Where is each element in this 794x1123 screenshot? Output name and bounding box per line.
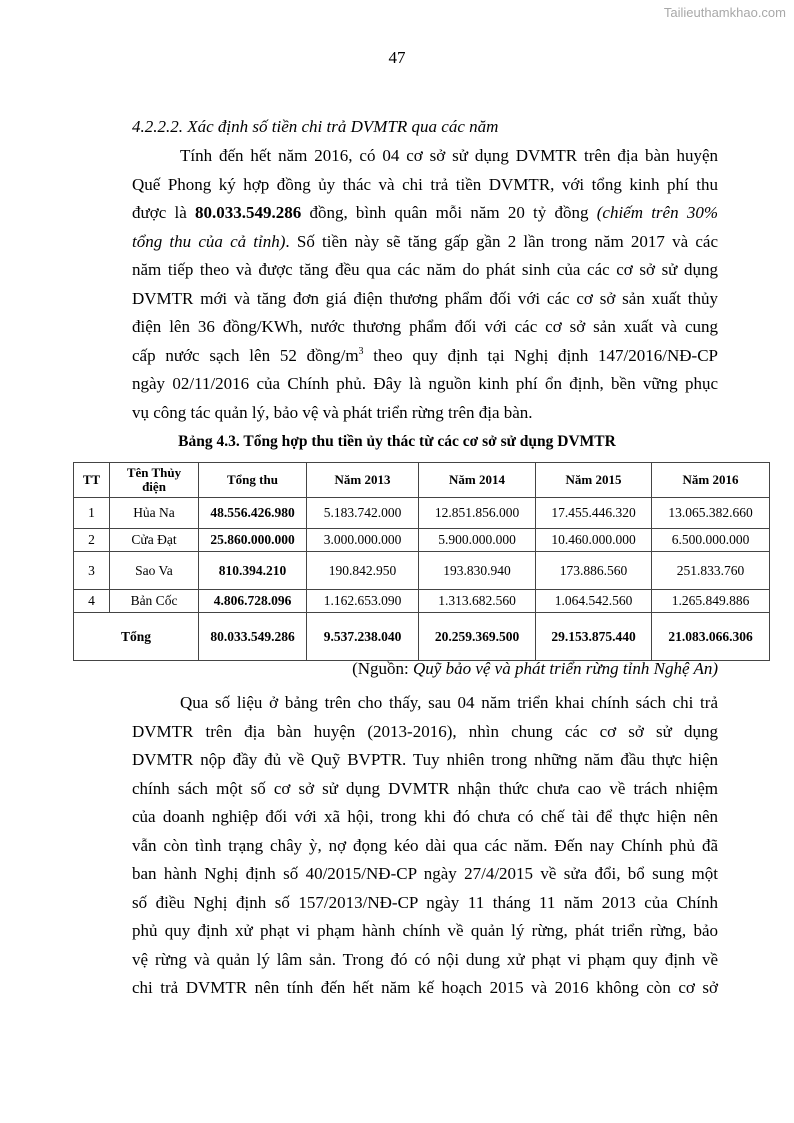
- table-caption: Bảng 4.3. Tổng hợp thu tiền ủy thác từ các cơ sở sử dụng DVMTR: [178, 433, 616, 450]
- text-line: [132, 746, 718, 775]
- text-line: [132, 256, 718, 285]
- italic-text: (chiếm trên 30%: [596, 203, 718, 222]
- text-segment: DVMTR mới và tăng đơn giá điện thương phẩm đối với các cơ sở sản xuất thủy: [132, 288, 718, 308]
- row-number: 4: [74, 590, 110, 613]
- bold-text: 80.033.549.286: [194, 203, 302, 222]
- section-heading: 4.2.2.2. Xác định số tiền chi trả DVMTR qua các năm: [132, 117, 499, 136]
- year-value-cell: 1.162.653.090: [307, 590, 419, 613]
- text-segment: phủ quy định xử phạt vi phạm hành chính về quản lý rừng, phát triển rừng, bảo: [132, 921, 718, 940]
- text-line: [132, 946, 718, 975]
- source-text: Quỹ bảo vệ và phát triển rừng tỉnh Nghệ An): [413, 659, 718, 678]
- total-value-cell: 80.033.549.286: [199, 613, 307, 661]
- paragraph-2: [132, 689, 718, 1003]
- table-header-row: [74, 463, 770, 498]
- header-cell: Tên Thủy điện: [110, 463, 199, 498]
- text-line: [132, 803, 718, 832]
- year-value-cell: 190.842.950: [307, 552, 419, 590]
- text-line: [132, 228, 718, 257]
- total-revenue-cell: 25.860.000.000: [199, 529, 307, 552]
- total-revenue-cell: 810.394.210: [199, 552, 307, 590]
- year-value-cell: 13.065.382.660: [652, 498, 770, 529]
- total-value-cell: 21.083.066.306: [652, 613, 770, 661]
- page-number: 47: [388, 48, 406, 67]
- text-segment: điện lên 36 đồng/KWh, nước thương phẩm đối với các cơ sở sản xuất và cung: [132, 317, 718, 336]
- table-row: [74, 552, 770, 590]
- total-label: Tổng: [74, 613, 199, 661]
- italic-text: tổng thu của cả tỉnh): [132, 231, 286, 251]
- text-segment: vẫn còn tình trạng chây ỳ, nợ đọng kéo dài qua các năm. Đến nay Chính phủ đã: [132, 835, 718, 855]
- text-line: [132, 285, 718, 314]
- text-segment: số điều Nghị định số 157/2013/NĐ-CP ngày 11 tháng 11 năm 2013 của Chính: [132, 892, 718, 912]
- text-segment: DVMTR nộp đầy đủ về Quỹ BVPTR. Tuy nhiên trong những năm đầu thực hiện: [132, 750, 718, 769]
- text-segment: của doanh nghiệp đối với xã hội, trong khi đó chưa có chế tài để thực hiện nên: [132, 807, 718, 826]
- header-cell: Năm 2014: [419, 463, 536, 498]
- year-value-cell: 1.265.849.886: [652, 590, 770, 613]
- year-value-cell: 10.460.000.000: [536, 529, 652, 552]
- text-line: [132, 313, 718, 342]
- year-value-cell: 5.183.742.000: [307, 498, 419, 529]
- text-segment: Quế Phong ký hợp đồng ủy thác và chi trả tiền DVMTR, với tổng kinh phí thu: [132, 174, 718, 194]
- text-segment: vệ rừng và quản lý lâm sản. Trong đó có nội dung xử phạt vi phạm quy định về: [132, 949, 718, 969]
- table-row: [74, 529, 770, 552]
- text-line: [132, 689, 718, 718]
- text-line: [132, 370, 718, 399]
- year-value-cell: 173.886.560: [536, 552, 652, 590]
- text-line: [132, 142, 718, 171]
- year-value-cell: 193.830.940: [419, 552, 536, 590]
- total-value-cell: 20.259.369.500: [419, 613, 536, 661]
- row-number: 2: [74, 529, 110, 552]
- header-cell: TT: [74, 463, 110, 498]
- text-line: [132, 832, 718, 861]
- source-label: (Nguồn:: [352, 659, 413, 678]
- year-value-cell: 5.900.000.000: [419, 529, 536, 552]
- text-segment: năm tiếp theo và được tăng đều qua các năm do phát sinh của các cơ sở sử dụng: [132, 260, 718, 279]
- text-line: [132, 199, 718, 228]
- year-value-cell: 6.500.000.000: [652, 529, 770, 552]
- text-segment: vụ công tác quản lý, bảo vệ và phát triển rừng trên địa bàn.: [132, 402, 533, 422]
- plant-name: Bản Cốc: [110, 590, 199, 613]
- text-segment: chính sách một số cơ sở sử dụng DVMTR nhận thức chưa cao về trách nhiệm: [132, 778, 718, 798]
- row-number: 1: [74, 498, 110, 529]
- text-segment: Qua số liệu ở bảng trên cho thấy, sau 04 năm triển khai chính sách chi trả: [180, 693, 718, 712]
- total-revenue-cell: 48.556.426.980: [199, 498, 307, 529]
- text-segment: đồng, bình quân mỗi năm 20 tỷ đồng: [301, 203, 597, 222]
- row-number: 3: [74, 552, 110, 590]
- text-line: [132, 917, 718, 946]
- total-revenue-cell: 4.806.728.096: [199, 590, 307, 613]
- text-segment: DVMTR trên địa bàn huyện (2013-2016), nhìn chung các cơ sở sử dụng: [132, 721, 718, 741]
- header-cell: Tổng thu: [199, 463, 307, 498]
- revenue-table: [73, 462, 770, 661]
- text-segment: được là: [132, 203, 195, 222]
- year-value-cell: 1.064.542.560: [536, 590, 652, 613]
- text-segment: ban hành Nghị định số 40/2015/NĐ-CP ngày 27/4/2015 về sửa đổi, bổ sung một: [132, 864, 718, 883]
- plant-name: Hủa Na: [110, 498, 199, 529]
- header-cell: Năm 2015: [536, 463, 652, 498]
- text-line: [132, 399, 718, 428]
- text-segment: cấp nước sạch lên 52 đồng/m: [132, 345, 359, 365]
- text-line: [132, 974, 718, 1003]
- total-row: [74, 613, 770, 661]
- text-segment: . Số tiền này sẽ tăng gấp gần 2 lần trong năm 2017 và các: [285, 231, 718, 251]
- total-value-cell: 29.153.875.440: [536, 613, 652, 661]
- year-value-cell: 1.313.682.560: [419, 590, 536, 613]
- text-line: [132, 342, 718, 371]
- plant-name: Cửa Đạt: [110, 529, 199, 552]
- text-segment: chi trả DVMTR nên tính đến hết năm kế hoạch 2015 và 2016 không còn cơ sở: [132, 978, 718, 997]
- table-row: [74, 498, 770, 529]
- superscript: 3: [358, 345, 364, 357]
- text-segment: theo quy định tại Nghị định 147/2016/NĐ-CP: [363, 345, 718, 365]
- text-line: [132, 171, 718, 200]
- header-cell: Năm 2013: [307, 463, 419, 498]
- paragraph-1: [132, 142, 718, 427]
- text-line: [132, 775, 718, 804]
- text-line: [132, 889, 718, 918]
- text-segment: Tính đến hết năm 2016, có 04 cơ sở sử dụng DVMTR trên địa bàn huyện: [180, 146, 718, 165]
- header-cell: Năm 2016: [652, 463, 770, 498]
- plant-name: Sao Va: [110, 552, 199, 590]
- table-source: [352, 659, 718, 679]
- watermark: Tailieuthamkhao.com: [663, 5, 786, 20]
- text-line: [132, 860, 718, 889]
- year-value-cell: 3.000.000.000: [307, 529, 419, 552]
- year-value-cell: 12.851.856.000: [419, 498, 536, 529]
- year-value-cell: 251.833.760: [652, 552, 770, 590]
- year-value-cell: 17.455.446.320: [536, 498, 652, 529]
- total-value-cell: 9.537.238.040: [307, 613, 419, 661]
- text-segment: ngày 02/11/2016 của Chính phủ. Đây là nguồn kinh phí ổn định, bền vững phục: [132, 374, 718, 393]
- table-row: [74, 590, 770, 613]
- text-line: [132, 718, 718, 747]
